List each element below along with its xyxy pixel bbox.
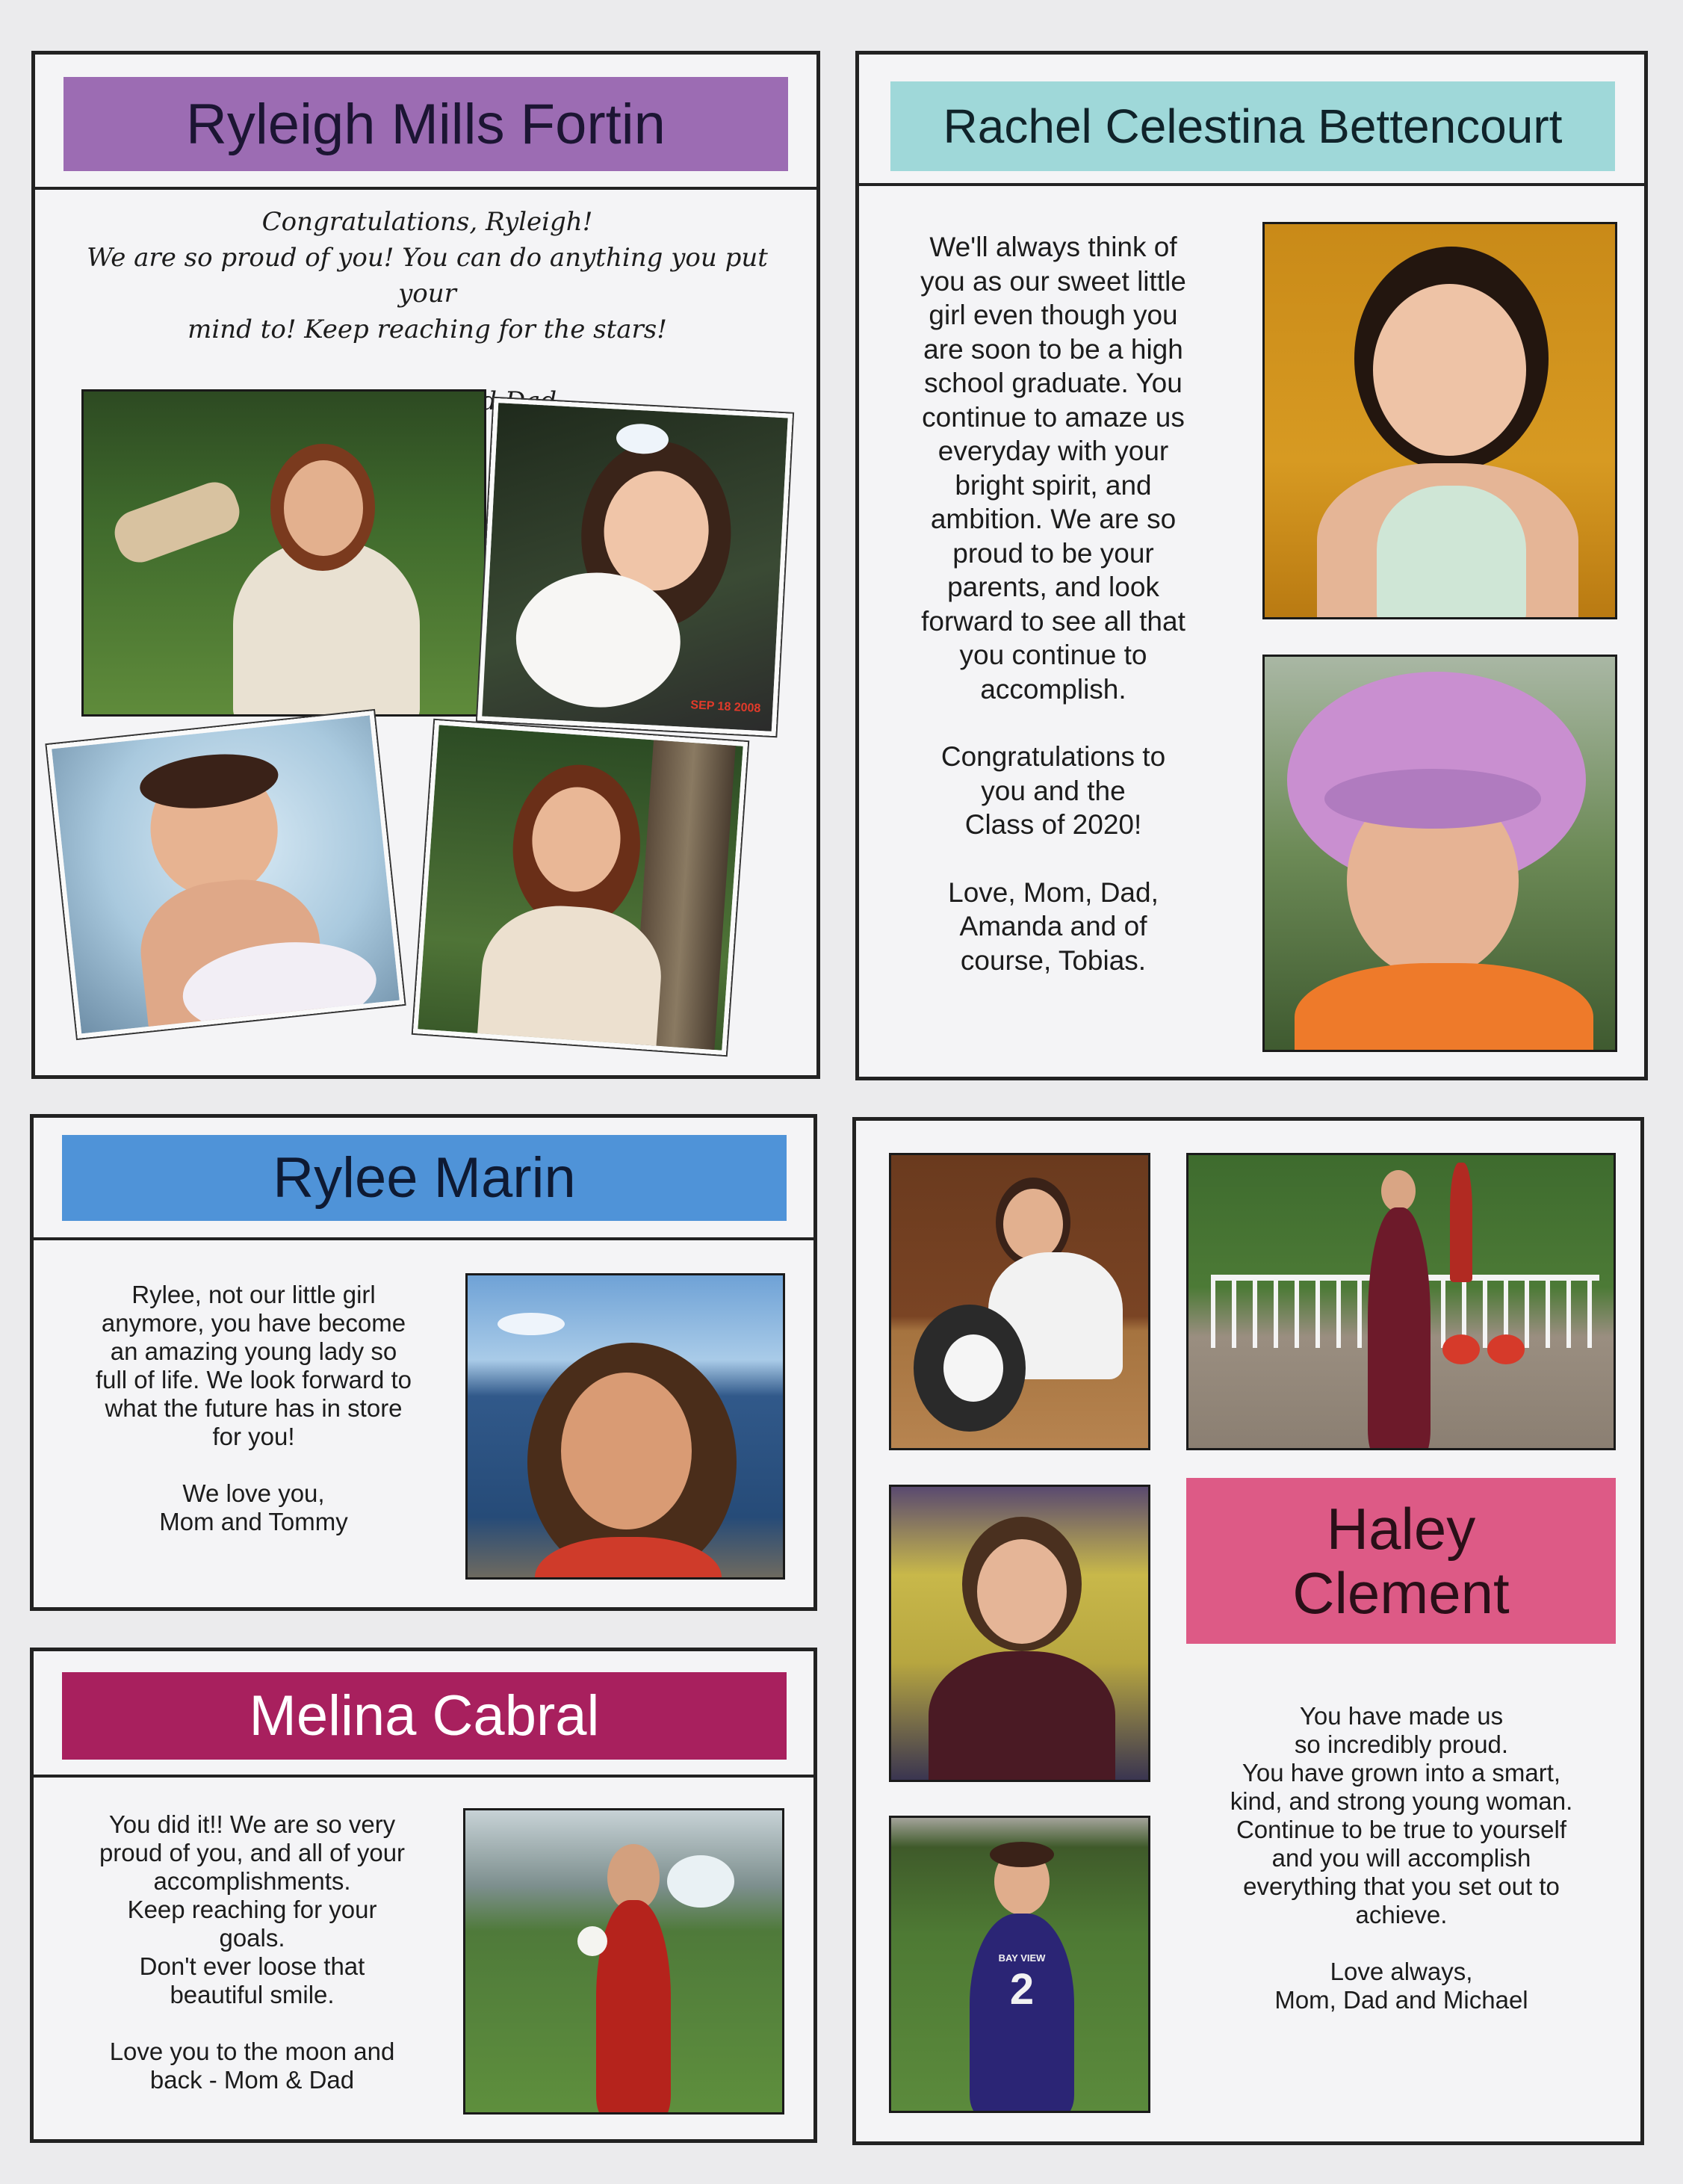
name-banner: [1186, 1478, 1616, 1644]
tribute-message: [65, 204, 790, 419]
baby-photo: [47, 711, 405, 1039]
tribute-panel-rachel: [855, 51, 1648, 1080]
prom-deck-photo: [1186, 1153, 1616, 1450]
message-paragraph: Congratulations to you and the Class of 2020!: [940, 741, 1166, 840]
tribute-panel-rylee: [30, 1114, 817, 1611]
header-divider: [34, 1237, 813, 1240]
senior-portrait-grass-photo: [81, 389, 486, 717]
student-name: Melina Cabral: [249, 1684, 600, 1748]
senior-beach-photo: [465, 1273, 785, 1580]
message-signature: Love always, Mom, Dad and Michael: [1274, 1958, 1528, 2014]
jersey-number: 2: [1009, 1965, 1035, 2014]
senior-portrait-tree-photo: [413, 720, 748, 1055]
student-name: Rachel Celestina Bettencourt: [943, 99, 1563, 153]
message-signature: Love, Mom, Dad, Amanda and of course, Tobias.: [948, 876, 1159, 976]
message-signature: We love you, Mom and Tommy: [159, 1479, 348, 1535]
message-paragraph: You did it!! We are so very proud of you, and all of your accomplishments. Keep reaching for your goals. Don't ever loose that beautiful smile.: [99, 1810, 406, 2008]
student-name: Ryleigh Mills Fortin: [186, 92, 666, 156]
name-banner: [890, 81, 1615, 171]
message-signature: Love you to the moon and back - Mom & Dad: [109, 2038, 395, 2094]
tribute-message: [56, 1810, 448, 2094]
lacrosse-uniform-photo: [889, 1816, 1150, 2113]
student-name: Haley Clement: [1292, 1496, 1510, 1626]
header-divider: [859, 183, 1644, 186]
prom-dress-fountain-photo: [463, 1808, 784, 2115]
name-banner: [62, 1672, 787, 1760]
dog-and-girl-photo: [889, 1153, 1150, 1450]
childhood-smile-photo: [1262, 222, 1617, 619]
tribute-message: [878, 230, 1229, 977]
student-name: Rylee Marin: [273, 1146, 576, 1210]
childhood-bucket-hat-photo: [1262, 655, 1617, 1052]
gym-portrait-photo: [889, 1485, 1150, 1782]
childhood-puppy-photo: [477, 398, 793, 736]
message-paragraph: You have made us so incredibly proud. You have grown into a smart, kind, and strong young woman. Continue to be true to yourself and you will accomplish everything that you set out to achieve.: [1230, 1702, 1573, 1928]
message-paragraph: Rylee, not our little girl anymore, you have become an amazing young lady so full of life. We look forward to what the future has in store for you!: [95, 1281, 412, 1450]
tribute-message: [65, 1281, 442, 1536]
jersey-team-text: BAY VIEW: [998, 1952, 1046, 1964]
photo-date-stamp: SEP 18 2008: [689, 699, 761, 716]
name-banner: [63, 77, 788, 171]
header-divider: [34, 1775, 813, 1778]
tribute-panel-ryleigh: [31, 51, 820, 1079]
tribute-panel-haley: [852, 1117, 1644, 2145]
message-paragraph: We'll always think of you as our sweet little girl even though you are soon to be a high school graduate. You continue to amaze us everyday with your bright spirit, and ambition. We are so proud to be your parents, and look forward to see all that you continue to accomplish.: [920, 232, 1186, 705]
tribute-panel-melina: [30, 1648, 817, 2143]
header-divider: [35, 187, 816, 190]
name-banner: [62, 1135, 787, 1221]
message-paragraph: Congratulations, Ryleigh! We are so proud of you! You can do anything you put your mind to! Keep reaching for the stars!: [87, 207, 768, 344]
tribute-message: [1196, 1702, 1607, 2014]
